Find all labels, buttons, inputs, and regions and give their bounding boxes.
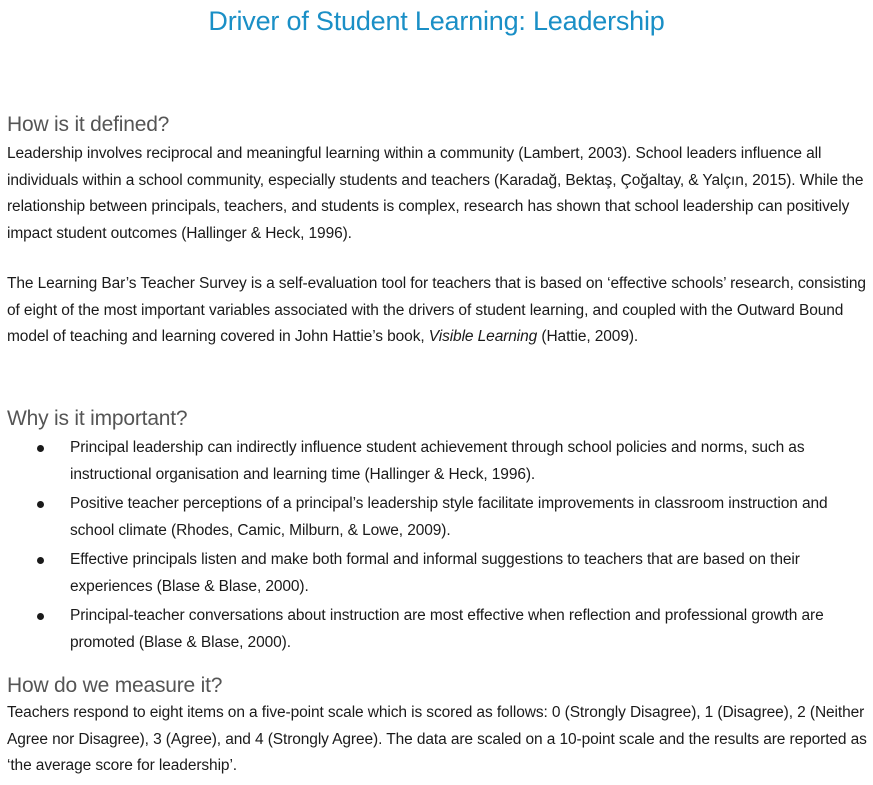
bullet-icon	[37, 445, 44, 452]
section-heading-defined: How is it defined?	[7, 113, 170, 136]
section-heading-important: Why is it important?	[7, 407, 188, 430]
list-item-text: Positive teacher perceptions of a principal’s leadership style facilitate improvements in classroom instruction and school climate (Rhodes, Camic, Milburn, & Lowe, 2009).	[70, 495, 828, 539]
section-heading-measure: How do we measure it?	[7, 674, 223, 697]
paragraph-measurement: Teachers respond to eight items on a five-point scale which is scored as follows: 0 (Strongly Disagree), 1 (Disagree), 2 (Neither Agree nor Disagree), 3 (Agree), and 4 (Strongly Agree). The data are scaled on a 10-point scale and the results are reported as ‘the average score for leadership’.	[7, 704, 867, 774]
paragraph-definition: Leadership involves reciprocal and meaningful learning within a community (Lambert, 2003). School leaders influence all individuals within a school community, especially students and teachers (Karadağ, Bektaş, Çoğaltay, & Yalçın, 2015). While the relationship between principals, teachers, and students is complex, research has shown that school leadership can positively impact student outcomes (Hallinger & Heck, 1996).	[7, 145, 864, 242]
list-item	[0, 603, 870, 656]
paragraph-teacher-survey	[7, 271, 869, 351]
paragraph-teacher-survey-text: The Learning Bar’s Teacher Survey is a self-evaluation tool for teachers that is based on ‘effective schools’ research, consisting of eight of the most important variables associated with the drivers of student learning, and coupled with the Outward Bound model of teaching and learning covered in John Hattie’s book,	[7, 275, 866, 345]
paragraph-teacher-survey-citation: (Hattie, 2009).	[537, 328, 639, 345]
bullet-icon	[37, 613, 44, 620]
list-item	[0, 547, 870, 600]
list-item	[0, 435, 870, 488]
list-item-text: Effective principals listen and make both formal and informal suggestions to teachers that are based on their experiences (Blase & Blase, 2000).	[70, 551, 800, 595]
bullet-icon	[37, 501, 44, 508]
bullet-icon	[37, 557, 44, 564]
list-item	[0, 491, 870, 544]
page-title: Driver of Student Learning: Leadership	[208, 6, 665, 36]
list-item-text: Principal-teacher conversations about instruction are most effective when reflection and professional growth are promoted (Blase & Blase, 2000).	[70, 607, 824, 651]
book-title: Visible Learning	[428, 328, 538, 345]
importance-bullet-list	[0, 435, 873, 659]
list-item-text: Principal leadership can indirectly influence student achievement through school policies and norms, such as instructional organisation and learning time (Hallinger & Heck, 1996).	[70, 439, 805, 483]
